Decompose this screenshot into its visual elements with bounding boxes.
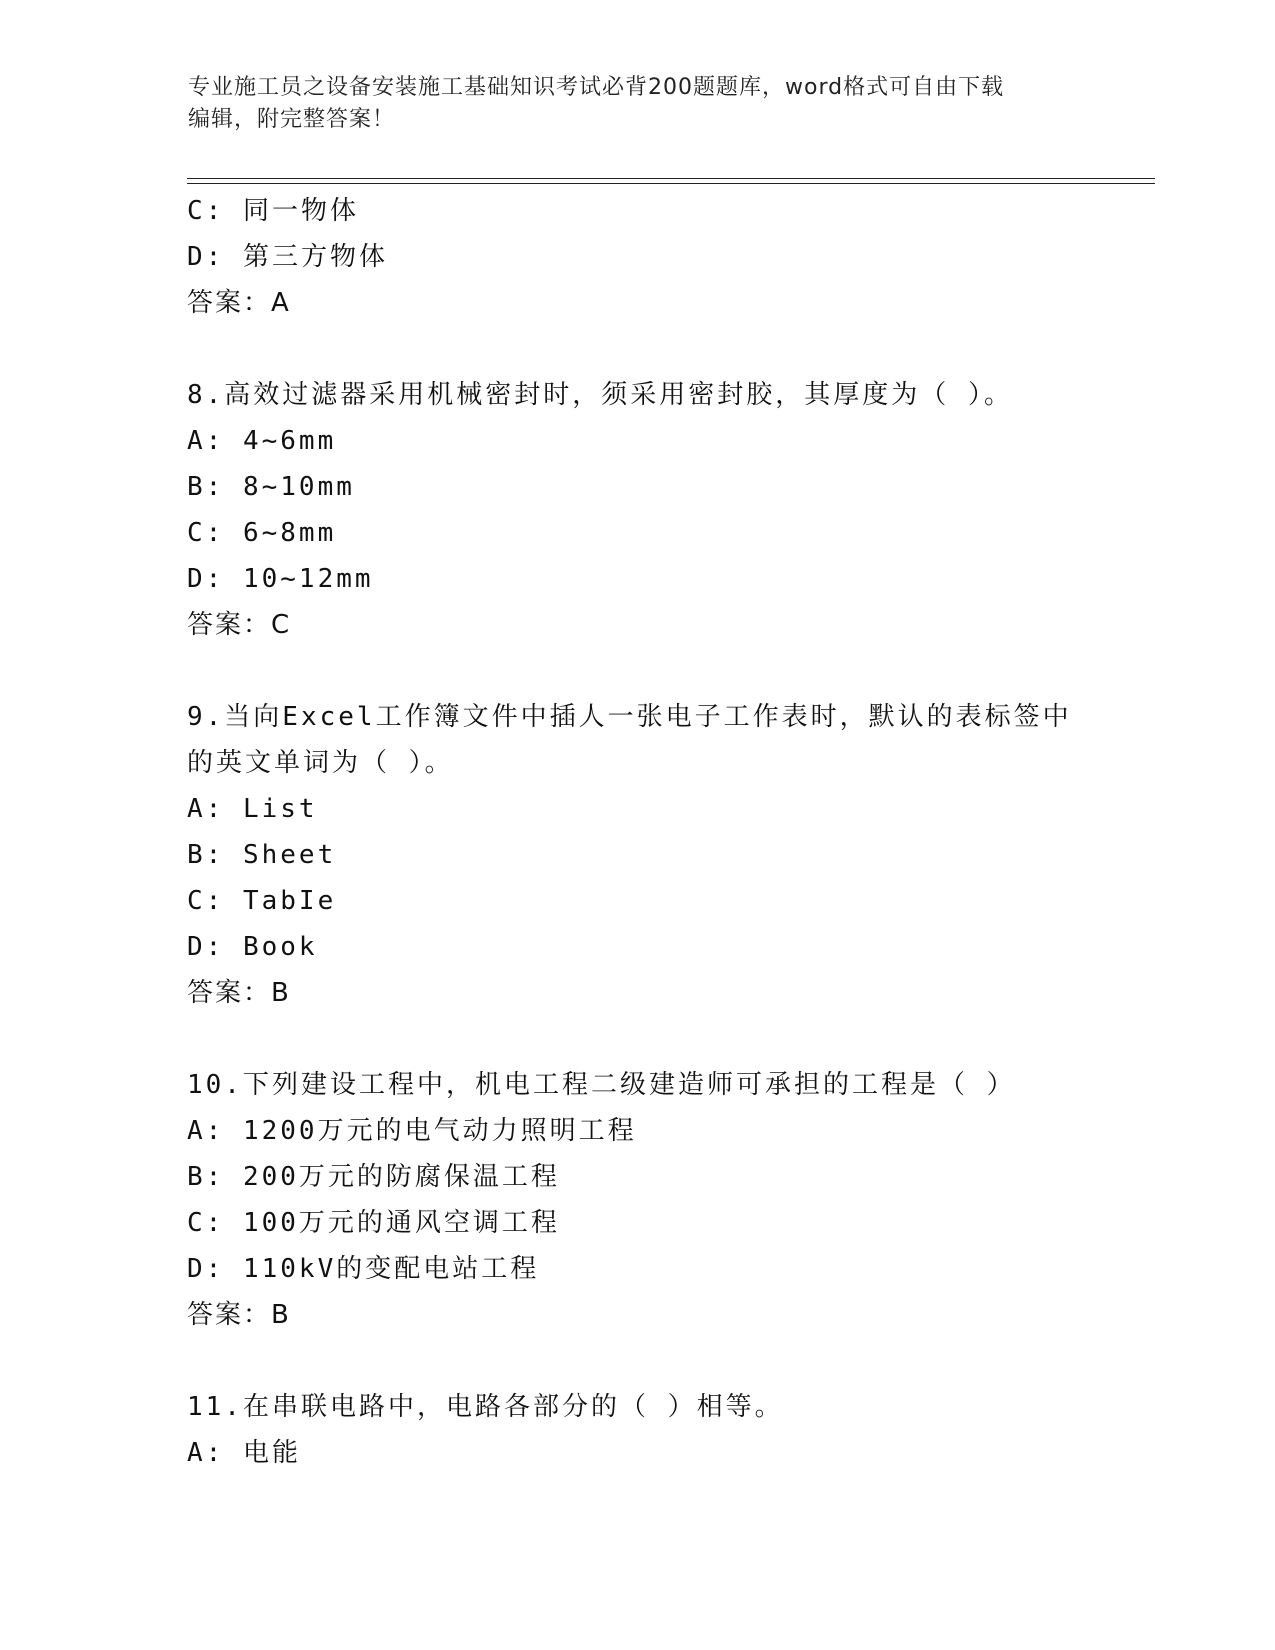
option-a: A: 电能 <box>187 1438 301 1468</box>
option-b: B: 200万元的防腐保温工程 <box>187 1162 560 1192</box>
spacer <box>187 326 1147 372</box>
option-d: D: 10~12mm <box>187 564 374 594</box>
option-c: C: 同一物体 <box>187 196 359 226</box>
header-line-1: 专业施工员之设备安装施工基础知识考试必背200题题库，word格式可自由下载 <box>188 75 1005 100</box>
question-text: 8.高效过滤器采用机械密封时，须采用密封胶，其厚度为（ ）。 <box>187 380 1013 410</box>
option-d: D: Book <box>187 932 318 962</box>
answer-line: 答案：A <box>187 288 291 318</box>
question-11 <box>187 1384 1147 1476</box>
option-a: A: List <box>187 794 318 824</box>
option-b: B: Sheet <box>187 840 337 870</box>
question-text-continued: 的英文单词为（ ）。 <box>187 748 454 778</box>
header-line-2: 编辑，附完整答案！ <box>188 107 396 132</box>
option-a: A: 1200万元的电气动力照明工程 <box>187 1116 637 1146</box>
option-a: A: 4~6mm <box>187 426 337 456</box>
header-divider <box>187 178 1155 184</box>
question-8 <box>187 372 1147 648</box>
option-d: D: 110kV的变配电站工程 <box>187 1254 540 1284</box>
answer-line: 答案：C <box>187 610 292 640</box>
answer-line: 答案：B <box>187 1300 291 1330</box>
question-7-tail <box>187 188 1147 326</box>
spacer <box>187 648 1147 694</box>
option-c: C: 100万元的通风空调工程 <box>187 1208 560 1238</box>
question-9 <box>187 694 1147 1016</box>
spacer <box>187 1016 1147 1062</box>
question-text: 9.当向Excel工作簿文件中插人一张电子工作表时，默认的表标签中 <box>187 702 1072 732</box>
option-d: D: 第三方物体 <box>187 242 388 272</box>
question-text: 10.下列建设工程中，机电工程二级建造师可承担的工程是（ ） <box>187 1070 1016 1100</box>
option-b: B: 8~10mm <box>187 472 355 502</box>
question-text: 11.在串联电路中，电路各部分的（ ）相等。 <box>187 1392 784 1422</box>
option-c: C: TabIe <box>187 886 337 916</box>
page-header <box>188 72 1088 136</box>
question-10 <box>187 1062 1147 1338</box>
spacer <box>187 1338 1147 1384</box>
answer-line: 答案：B <box>187 978 291 1008</box>
option-c: C: 6~8mm <box>187 518 337 548</box>
document-body <box>187 188 1147 1476</box>
